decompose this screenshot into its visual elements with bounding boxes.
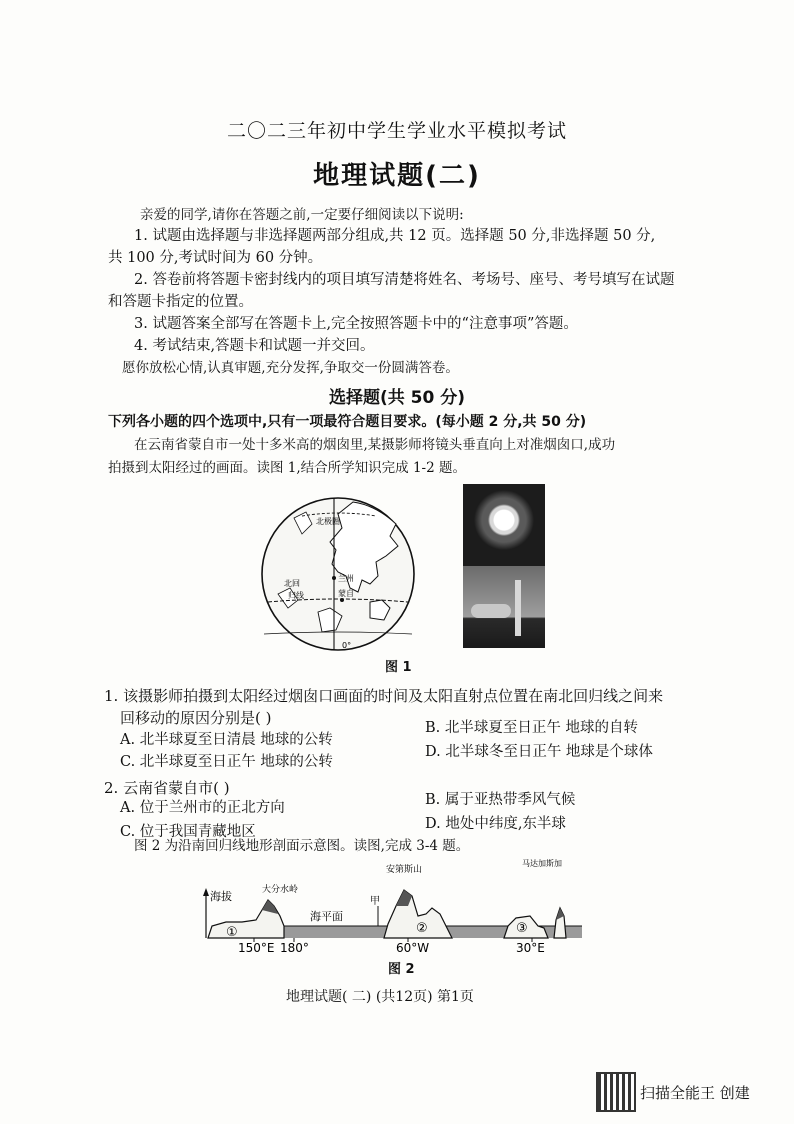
chimney-sun-photo bbox=[463, 484, 545, 566]
tropic-label-a: 北回 bbox=[284, 579, 300, 588]
q2-stem: 2. 云南省蒙自市( ) bbox=[104, 779, 230, 797]
arctic-circle-label: 北极圈 bbox=[316, 517, 340, 526]
q2-option-c[interactable]: C. 位于我国青藏地区 bbox=[120, 824, 256, 840]
instructions-item1-b: 共 100 分,考试时间为 60 分钟。 bbox=[108, 250, 323, 266]
lon-150e-label: 150°E bbox=[238, 941, 275, 955]
terrain-profile-chart bbox=[198, 856, 598, 956]
marker-circle-3: ③ bbox=[516, 921, 528, 936]
andes-label: 安第斯山 bbox=[386, 865, 423, 875]
globe-map bbox=[258, 484, 418, 664]
q1-option-d[interactable]: D. 北半球冬至日正午 地球是个球体 bbox=[425, 744, 653, 760]
q1-stem-b: 回移动的原因分别是( ) bbox=[120, 709, 272, 727]
q1-option-a[interactable]: A. 北半球夏至日清晨 地球的公转 bbox=[120, 732, 333, 748]
page-footer: 地理试题( 二) (共12页) 第1页 bbox=[286, 989, 474, 1005]
cloud-shape bbox=[471, 604, 511, 618]
instructions-greeting: 亲爱的同学,请你在答题之前,一定要仔细阅读以下说明: bbox=[140, 207, 464, 223]
instructions-item2-b: 和答题卡指定的位置。 bbox=[108, 294, 253, 310]
madagascar-label: 马达加斯加 bbox=[522, 859, 562, 868]
q2-option-d[interactable]: D. 地处中纬度,东半球 bbox=[425, 816, 566, 832]
lon-180-label: 180° bbox=[280, 941, 309, 955]
mengzi-label: 蒙自 bbox=[338, 589, 354, 598]
sea-level-label: 海平面 bbox=[310, 910, 343, 923]
marker-circle-1: ① bbox=[226, 925, 238, 940]
q2-option-b[interactable]: B. 属于亚热带季风气候 bbox=[425, 792, 576, 808]
section-title: 选择题(共 50 分) bbox=[328, 388, 466, 408]
scanner-app-watermark: 扫描全能王 创建 bbox=[640, 1084, 750, 1102]
context-text-b: 拍摄到太阳经过的画面。读图 1,结合所学知识完成 1-2 题。 bbox=[108, 460, 466, 476]
equator-degree-label: 0° bbox=[342, 641, 352, 650]
altitude-label: 海拔 bbox=[210, 890, 232, 903]
figure2-intro: 图 2 为沿南回归线地形剖面示意图。读图,完成 3-4 题。 bbox=[134, 838, 470, 854]
qr-code-icon bbox=[596, 1072, 636, 1112]
q1-option-b[interactable]: B. 北半球夏至日正午 地球的自转 bbox=[425, 720, 638, 736]
lanzhou-label: 兰州 bbox=[338, 574, 354, 583]
instructions-item4: 4. 考试结束,答题卡和试题一并交回。 bbox=[134, 338, 375, 354]
exam-name: 二〇二三年初中学生学业水平模拟考试 bbox=[226, 120, 567, 142]
section-directive: 下列各小题的四个选项中,只有一项最符合题目要求。(每小题 2 分,共 50 分) bbox=[108, 414, 587, 430]
figure2-caption: 图 2 bbox=[388, 962, 415, 977]
q1-stem-a: 1. 该摄影师拍摄到太阳经过烟囱口画面的时间及太阳直射点位置在南北回归线之间来 bbox=[104, 687, 664, 705]
tropic-label-b: 归线 bbox=[288, 591, 304, 600]
instructions-item3: 3. 试题答案全部写在答题卡上,完全按照答题卡中的“注意事项”答题。 bbox=[134, 316, 578, 332]
marker-circle-2: ② bbox=[416, 921, 428, 936]
instructions-wish: 愿你放松心情,认真审题,充分发挥,争取交一份圆满答卷。 bbox=[122, 360, 459, 376]
lon-60w-label: 60°W bbox=[396, 941, 430, 955]
great-dividing-range-label: 大分水岭 bbox=[262, 885, 299, 895]
figure1-caption: 图 1 bbox=[385, 660, 412, 675]
lon-30e-label: 30°E bbox=[516, 941, 545, 955]
subject-title: 地理试题(二) bbox=[313, 161, 481, 191]
q2-option-a[interactable]: A. 位于兰州市的正北方向 bbox=[120, 800, 285, 816]
q1-option-c[interactable]: C. 北半球夏至日正午 地球的公转 bbox=[120, 754, 333, 770]
instructions-item1-a: 1. 试题由选择题与非选择题两部分组成,共 12 页。选择题 50 分,非选择题 50 分, bbox=[134, 228, 656, 244]
context-text-a: 在云南省蒙自市一处十多米高的烟囱里,某摄影师将镜头垂直向上对准烟囱口,成功 bbox=[134, 437, 616, 453]
instructions-item2-a: 2. 答卷前将答题卡密封线内的项目填写清楚将姓名、考场号、座号、考号填写在试题 bbox=[134, 272, 675, 288]
jia-label: 甲 bbox=[370, 896, 380, 907]
chimney-photo bbox=[463, 566, 545, 648]
chimney-shape bbox=[515, 580, 521, 636]
